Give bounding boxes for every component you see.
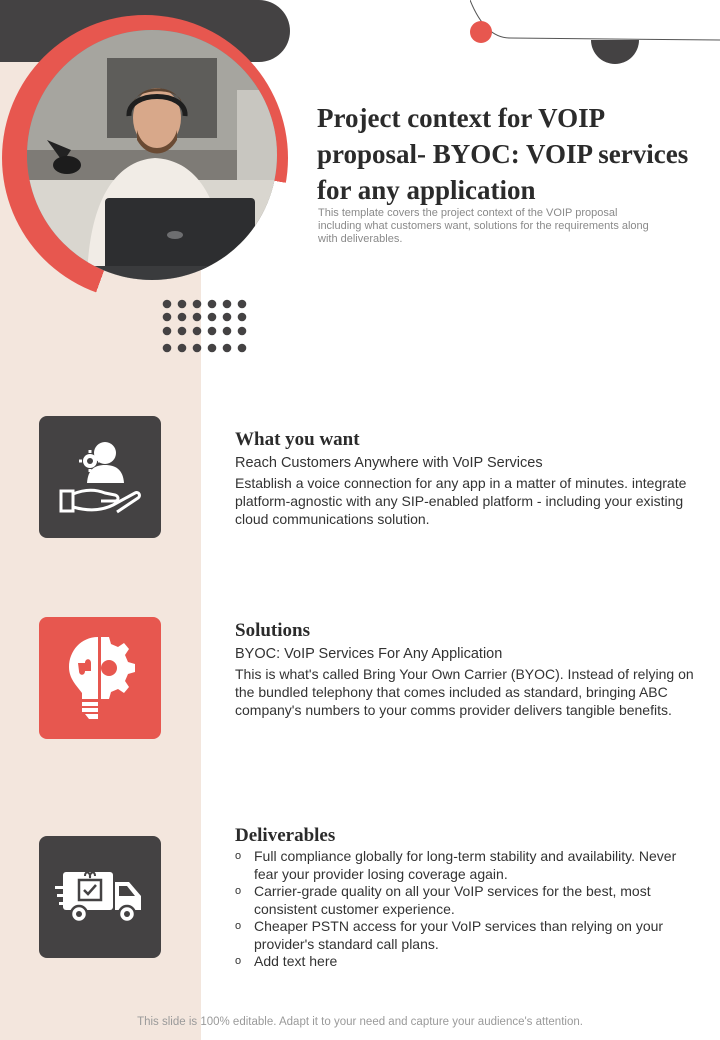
list-item [235,918,695,953]
delivery-truck-icon [55,866,145,928]
section-title: Deliverables [235,825,336,846]
footer-note: This slide is 100% editable. Adapt it to your need and capture your audience's attention. [137,1016,583,1028]
solutions-icon-box [39,617,161,739]
section-deliverables [235,824,695,971]
section-subtitle: BYOC: VoIP Services For Any Application [235,646,503,662]
section-subtitle: Reach Customers Anywhere with VoIP Services [235,455,543,471]
deliverables-list [235,848,695,971]
section-solutions [235,619,695,719]
list-item-text: Carrier-grade quality on all your VoIP services for the best, most consistent customer experience. [254,883,651,917]
lightbulb-gear-icon [65,633,135,723]
section-what-you-want [235,428,695,528]
list-item-text: Add text here [254,953,338,969]
bullet: o [235,920,242,932]
page-subtitle: This template covers the project context of the VOIP proposal including what customers want, solutions for the requirements along with deliverables. [318,207,649,245]
list-item-text: Cheaper PSTN access for your VoIP services than relying on your provider's standard call plans. [254,918,664,952]
dot-grid-decor [160,298,250,358]
bullet: o [235,885,242,897]
section-body: This is what's called Bring Your Own Carrier (BYOC). Instead of relying on the bundled telephony that comes included as standard, bringing ABC company's numbers to your comms provider delivers tangible benefits. [235,666,694,718]
section-title: Solutions [235,620,310,641]
bullet: o [235,955,242,967]
list-item [235,848,695,883]
section-title: What you want [235,429,360,450]
list-item-text: Full compliance globally for long-term stability and availability. Never fear your provider losing coverage again. [254,848,677,882]
list-item [235,883,695,918]
man-with-laptop-photo [27,30,277,280]
section-body: Establish a voice connection for any app in a matter of minutes. integrate platform-agnostic with any SIP-enabled platform - including your existing cloud communications solution. [235,475,687,527]
decor-line [470,0,720,80]
deliverables-icon-box [39,836,161,958]
bullet: o [235,850,242,862]
page-title: Project context for VOIP proposal- BYOC: VOIP services for any application [317,103,689,205]
hand-user-gear-icon [57,439,143,515]
list-item [235,953,695,971]
want-icon-box [39,416,161,538]
